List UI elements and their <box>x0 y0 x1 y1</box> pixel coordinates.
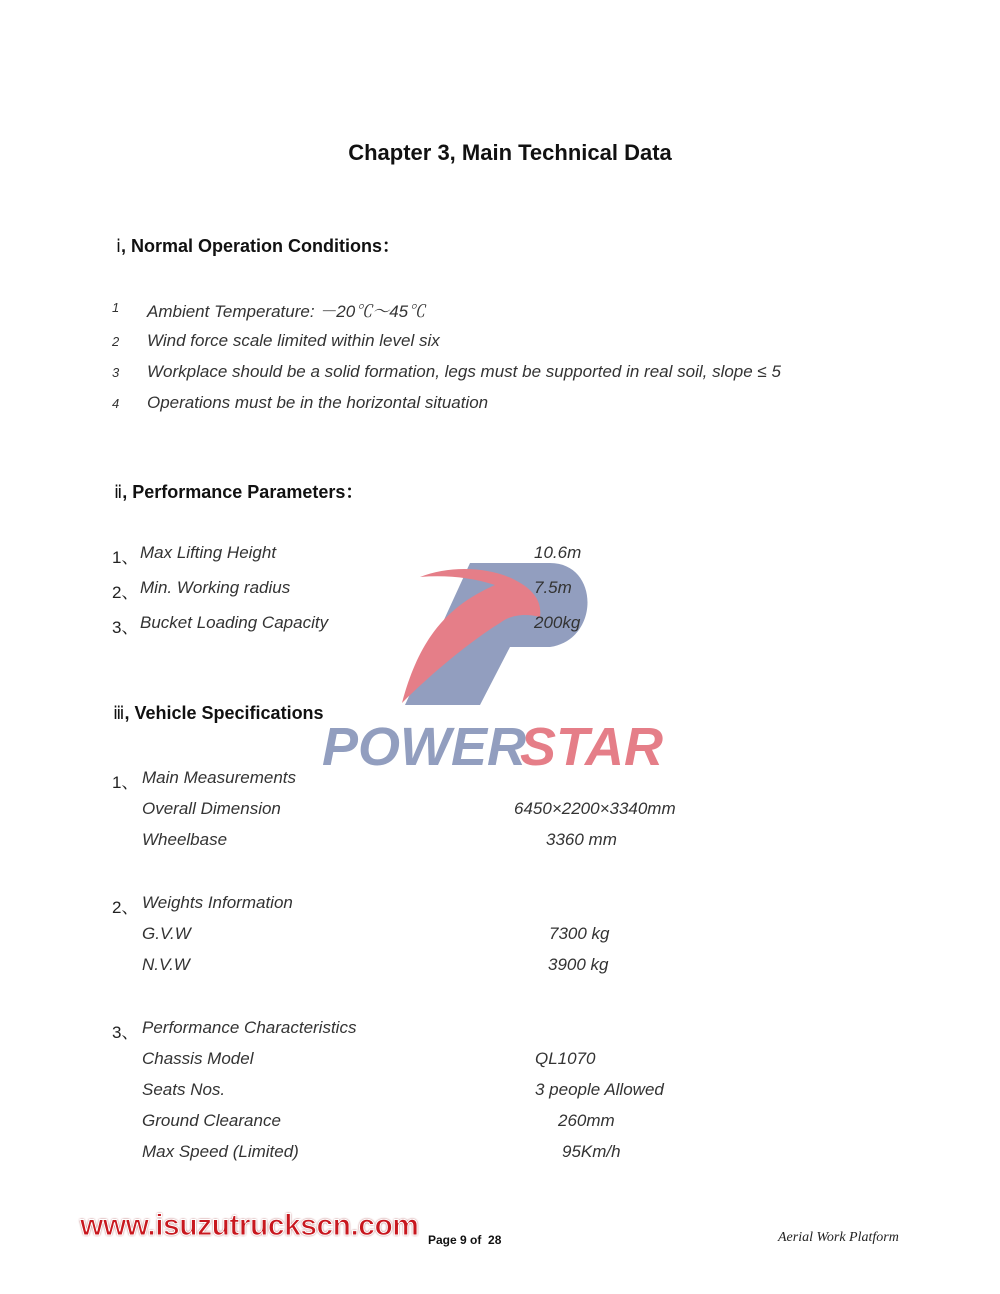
spec-label: Ground Clearance <box>142 1111 281 1130</box>
param-value: 200kg <box>534 613 581 632</box>
section-heading-text: , Vehicle Specifications <box>124 703 324 723</box>
section-heading-operation-conditions <box>116 232 400 258</box>
param-number: 1、 <box>112 548 139 567</box>
spec-group-number: 3、 <box>112 1023 139 1042</box>
spec-group-label: Performance Characteristics <box>142 1018 357 1037</box>
footer-website-link[interactable]: www.isuzutruckscn.com <box>80 1209 419 1242</box>
spec-value: 3 people Allowed <box>535 1080 664 1099</box>
section-numeral: ⅱ <box>114 482 123 502</box>
param-value: 7.5m <box>534 578 572 597</box>
spec-value: 7300 kg <box>549 924 610 943</box>
spec-value: QL1070 <box>535 1049 596 1068</box>
spec-label: Wheelbase <box>142 830 228 849</box>
section-numeral: ⅰ <box>116 236 122 256</box>
spec-group-label: Weights Information <box>142 893 293 912</box>
param-label: Max Lifting Height <box>140 543 277 562</box>
spec-label: G.V.W <box>142 924 191 943</box>
page-number: Page 9 of 28 <box>428 1233 502 1247</box>
section-heading-performance-parameters <box>114 478 363 504</box>
section-heading-text: , Normal Operation Conditions： <box>121 236 401 256</box>
spec-label: N.V.W <box>142 955 190 974</box>
section-heading-vehicle-specifications <box>113 703 324 724</box>
list-number: 1 <box>112 300 120 315</box>
spec-value: 3360 mm <box>546 830 617 849</box>
spec-label: Chassis Model <box>142 1049 254 1068</box>
spec-label: Overall Dimension <box>142 799 281 818</box>
page-title: Chapter 3, Main Technical Data <box>348 140 672 165</box>
param-value: 10.6m <box>534 543 582 562</box>
param-number: 2、 <box>112 583 139 602</box>
document-name: Aerial Work Platform <box>778 1230 899 1245</box>
watermark-power: POWER <box>322 717 527 777</box>
list-number: 4 <box>112 396 120 411</box>
spec-value: 3900 kg <box>548 955 609 974</box>
spec-value: 6450×2200×3340mm <box>514 799 676 818</box>
spec-value: 95Km/h <box>562 1142 621 1161</box>
list-item: Wind force scale limited within level six <box>147 331 440 350</box>
spec-label: Max Speed (Limited) <box>142 1142 299 1161</box>
spec-value: 260mm <box>558 1111 615 1130</box>
watermark-star: STAR <box>520 717 663 777</box>
param-label: Bucket Loading Capacity <box>140 613 329 632</box>
spec-group-number: 2、 <box>112 898 139 917</box>
list-item: Ambient Temperature: －20℃～45℃ <box>147 302 426 321</box>
list-number: 2 <box>112 334 120 349</box>
powerstar-watermark-logo <box>310 555 690 785</box>
section-heading-text: , Performance Parameters： <box>122 482 364 502</box>
spec-label: Seats Nos. <box>142 1080 226 1099</box>
list-number: 3 <box>112 365 120 380</box>
list-item: Workplace should be a solid formation, legs must be supported in real soil, slope ≤ 5 <box>147 362 781 381</box>
list-item: Operations must be in the horizontal situation <box>147 393 489 412</box>
spec-group-label: Main Measurements <box>142 768 297 787</box>
param-number: 3、 <box>112 618 139 637</box>
section-numeral: ⅲ <box>113 703 125 723</box>
param-label: Min. Working radius <box>140 578 291 597</box>
spec-group-number: 1、 <box>112 773 139 792</box>
